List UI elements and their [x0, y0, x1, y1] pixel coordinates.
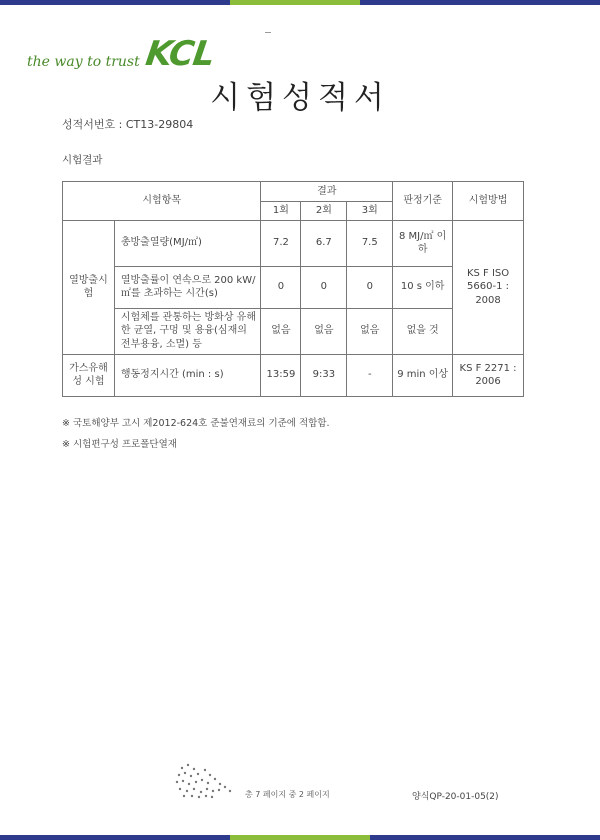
certificate-number: 성적서번호 : CT13-29804: [62, 118, 194, 131]
kcl-logo: [27, 34, 217, 74]
method-gas-toxicity: KS F 2271 : 2006: [453, 354, 524, 396]
result-3: -: [347, 354, 393, 396]
result-3: 0: [347, 266, 393, 308]
criteria: 9 min 이상: [393, 354, 453, 396]
group-gas-toxicity: 가스유해성 시험: [63, 354, 115, 396]
result-2: 0: [301, 266, 347, 308]
header-item: 시험항목: [63, 182, 261, 221]
section-title: 시험결과: [62, 154, 103, 166]
logo-brand: KCL: [142, 34, 217, 74]
row-item: 총방출열량(MJ/㎡): [114, 220, 261, 266]
header-trial-3: 3회: [347, 202, 393, 221]
result-1: 없음: [261, 308, 301, 354]
table-row: [63, 354, 524, 396]
result-2: 6.7: [301, 220, 347, 266]
page-info: 총 7 페이지 중 2 페이지: [245, 790, 330, 799]
note-compliance: ※ 국토해양부 고시 제2012-624호 준불연재료의 기준에 적합함.: [62, 418, 330, 429]
document-title: 시험성적서: [210, 80, 390, 116]
results-table: [62, 181, 524, 397]
criteria: 없을 것: [393, 308, 453, 354]
group-heat-release: 열방출시험: [63, 220, 115, 354]
row-item: 행동정지시간 (min : s): [114, 354, 261, 396]
result-1: 0: [261, 266, 301, 308]
header-trial-1: 1회: [261, 202, 301, 221]
row-item: 열방출률이 연속으로 200 kW/㎡를 초과하는 시간(s): [114, 266, 261, 308]
table-header-row: [63, 182, 524, 202]
method-heat-release: KS F ISO 5660-1 : 2008: [453, 220, 524, 354]
form-number: 양식QP-20-01-05(2): [412, 792, 499, 802]
bottom-color-bar: [0, 835, 600, 840]
row-item: 시험체를 관통하는 방화상 유해한 균열, 구멍 및 용융(심재의 전부용융, 소멸) 등: [114, 308, 261, 354]
top-color-bar: [0, 0, 600, 5]
perforation-seal-icon: [172, 760, 242, 800]
result-1: 7.2: [261, 220, 301, 266]
header-method: 시험방법: [453, 182, 524, 221]
table-row: [63, 220, 524, 266]
result-2: 9:33: [301, 354, 347, 396]
criteria: 8 MJ/㎡ 이하: [393, 220, 453, 266]
scan-mark: [265, 32, 271, 33]
header-criteria: 판정기준: [393, 182, 453, 221]
logo-tagline: the way to trust: [27, 54, 140, 70]
result-3: 없음: [347, 308, 393, 354]
header-trial-2: 2회: [301, 202, 347, 221]
note-specimen: ※ 시험편구성 프로폴단열재: [62, 439, 177, 450]
criteria: 10 s 이하: [393, 266, 453, 308]
header-result: 결과: [261, 182, 393, 202]
result-3: 7.5: [347, 220, 393, 266]
result-1: 13:59: [261, 354, 301, 396]
result-2: 없음: [301, 308, 347, 354]
